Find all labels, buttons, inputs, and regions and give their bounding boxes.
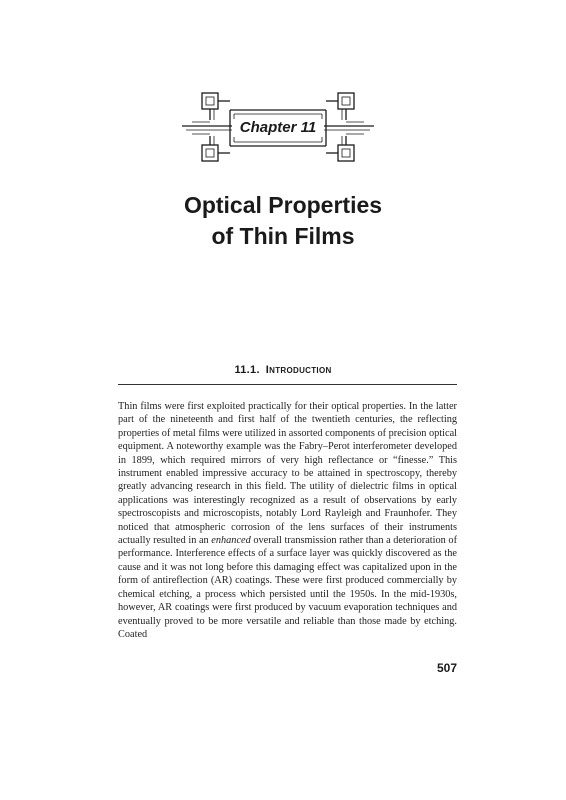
section-title: Introduction — [265, 364, 332, 376]
section-heading — [0, 363, 566, 377]
chapter-label: Chapter 11 — [232, 119, 324, 137]
section-divider — [118, 384, 457, 385]
body-text-before: Thin films were first exploited practically for their optical properties. In the latter part of the nineteenth and first half of the twentieth centuries, the reflecting properties of metal films were utilized in assorted components of precision optical equipment. A noteworthy example was the Fabry–Perot interferometer developed in 1899, which required mirrors of very high reflectance or “finesse.” This instrument enabled impressive accuracy to be attained in spectroscopy, thereby greatly advancing research in this field. The utility of dielectric films in optical applications was interestingly recognized as a result of observations by early spectroscopists and microscopists, notably Lord Rayleigh and Fraunhofer. They noticed that atmospheric corrosion of the lens surfaces of their instruments actually resulted in an — [118, 401, 457, 547]
section-number: 11.1. — [234, 364, 260, 376]
body-paragraph — [118, 400, 457, 641]
chapter-title — [0, 190, 566, 252]
page-number: 507 — [436, 661, 457, 675]
body-text-after: overall transmission rather than a deterioration of performance. Interference effects of a surface layer was quickly discovered as the cause and it was not long before this damaging effect was capitalized upon in the form of antireflection (AR) coatings. These were first produced commercially by chemical etching, a process which persisted until the 1950s. In the mid-1930s, however, AR coatings were first produced by vacuum evaporation techniques and eventually proved to be more versatile and reliable than those made by etching. Coated — [118, 535, 457, 640]
chapter-title-line-2: of Thin Films — [211, 223, 355, 249]
body-emphasis: enhanced — [211, 535, 251, 547]
chapter-title-line-1: Optical Properties — [183, 192, 383, 218]
chapter-emblem — [180, 90, 376, 168]
